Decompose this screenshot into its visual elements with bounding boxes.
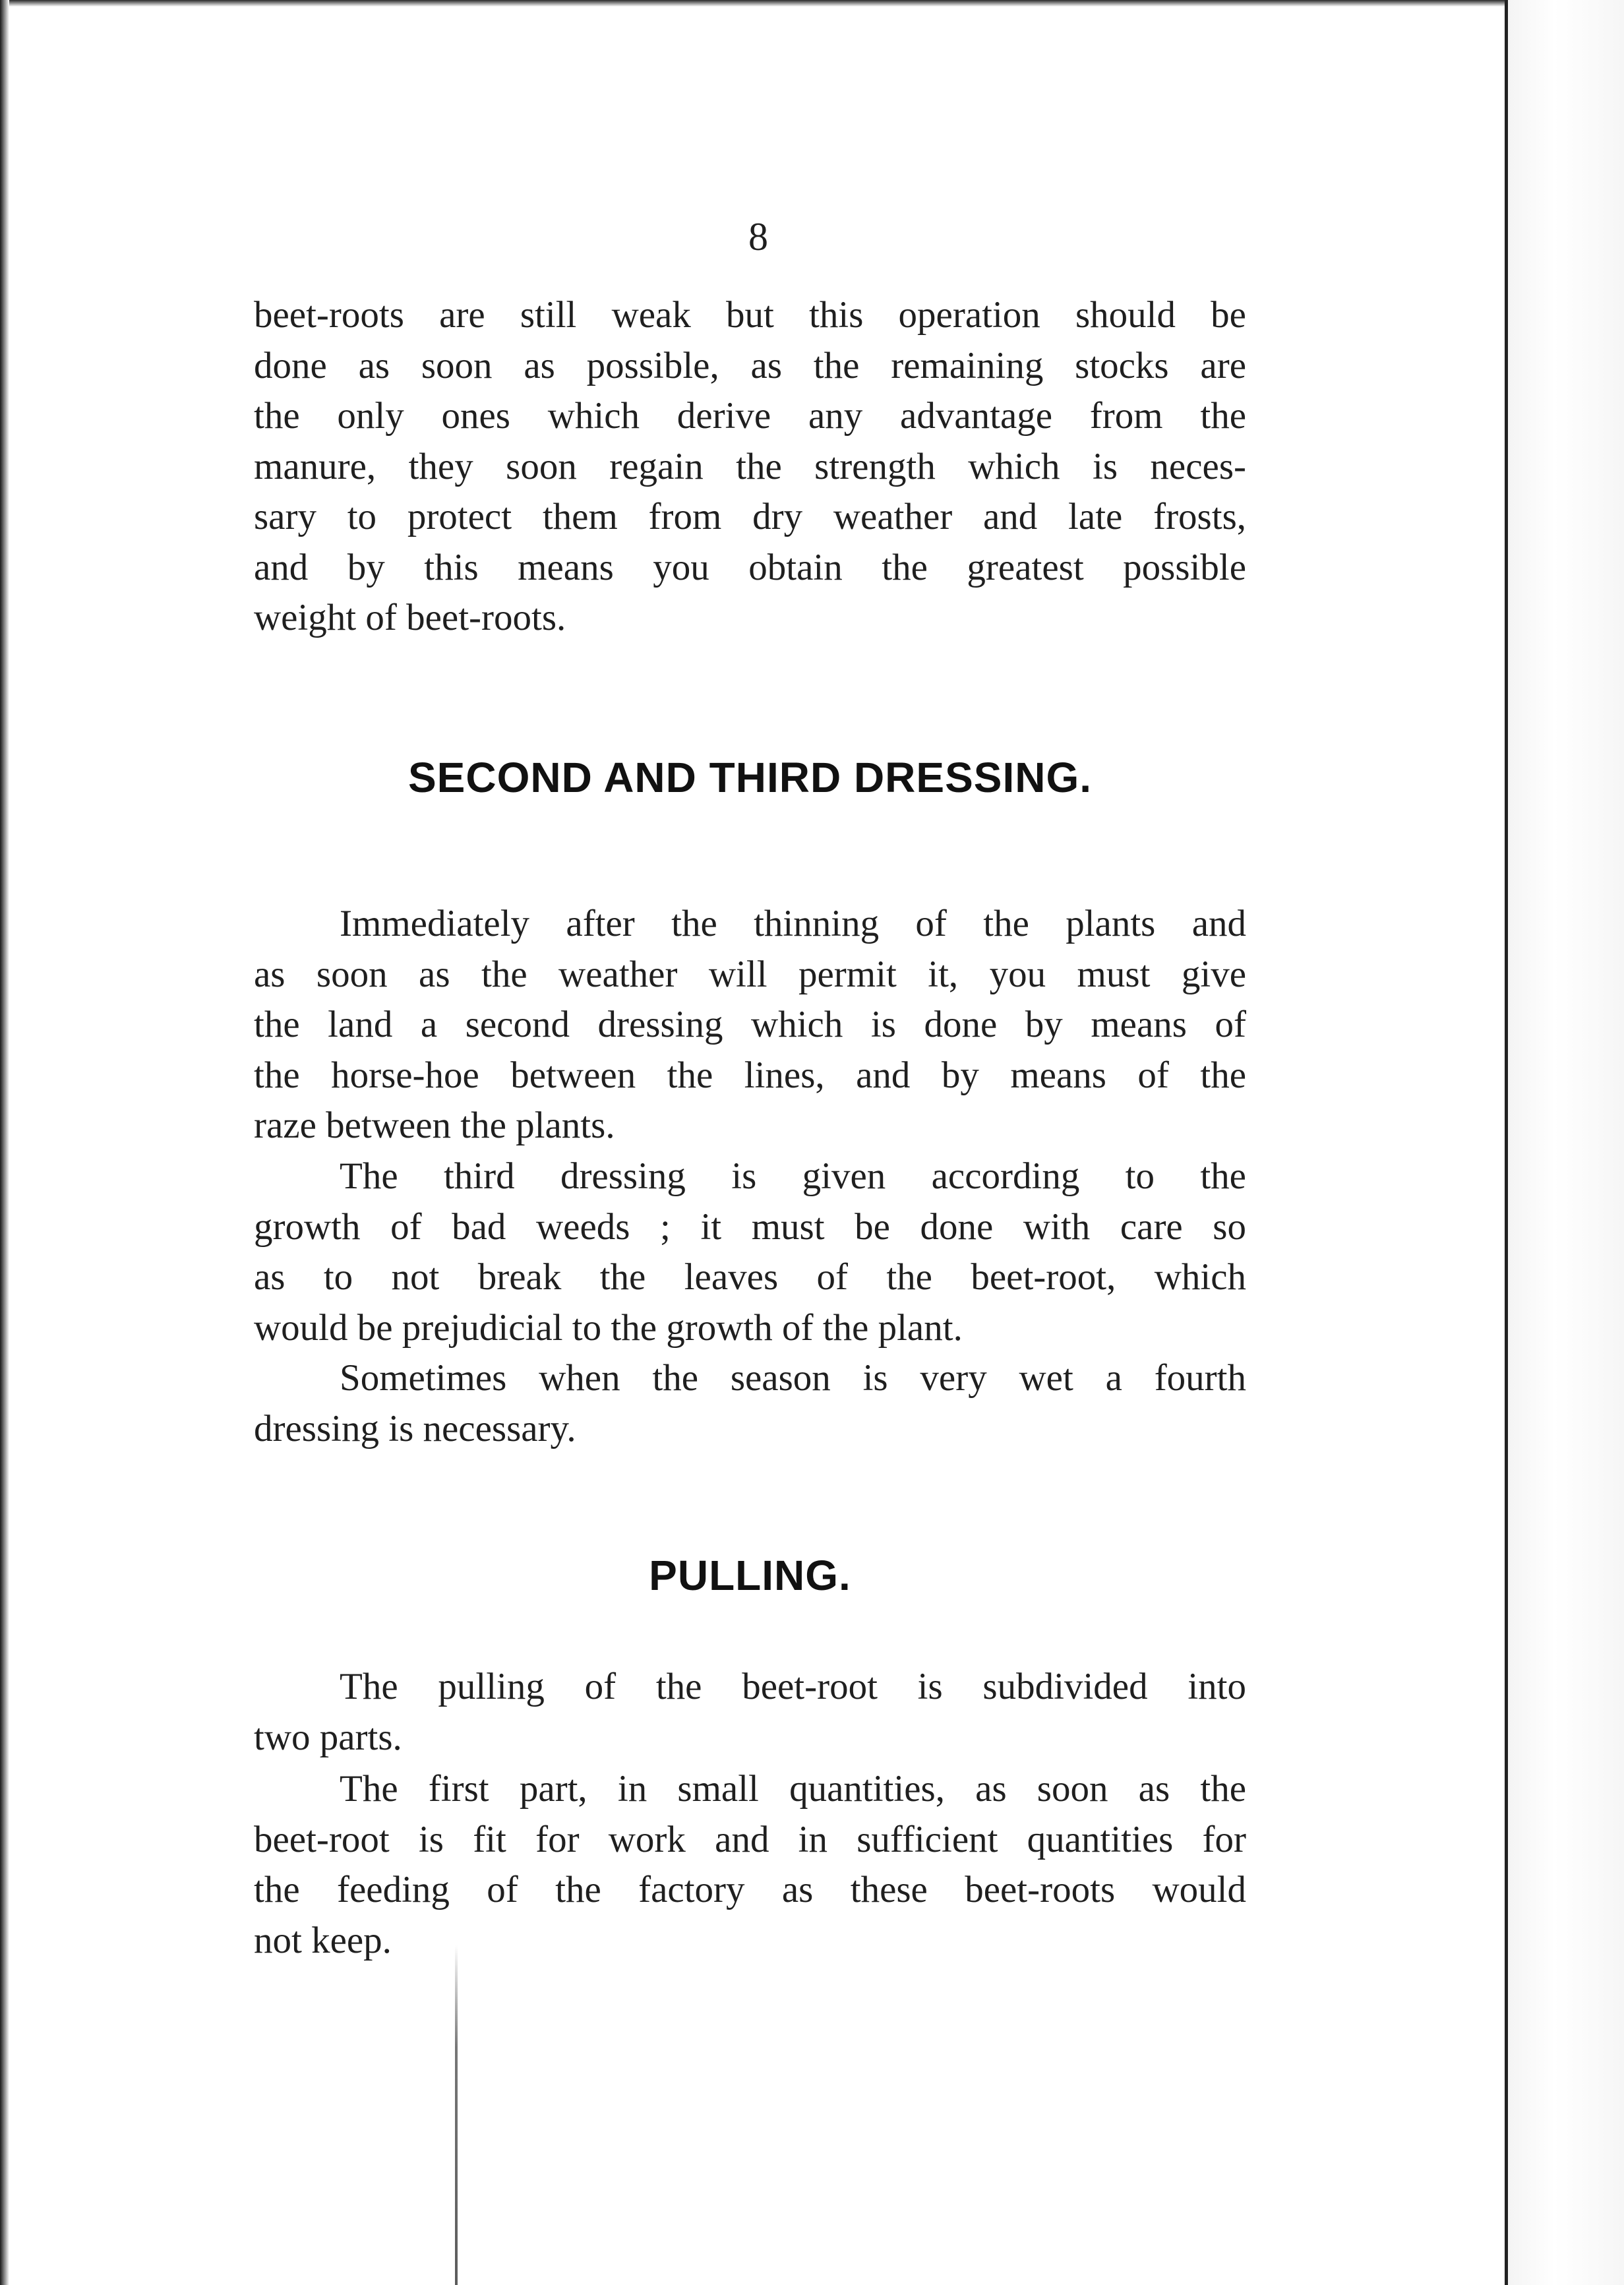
text-line: done as soon as possible, as the remaining stocks are bbox=[254, 344, 1246, 386]
text-line: and by this means you obtain the greatest possible bbox=[254, 546, 1246, 588]
text-line: the feeding of the factory as these beet-roots would bbox=[254, 1869, 1246, 1910]
paragraph-pulling-parts bbox=[254, 1662, 1246, 1763]
text-line: would be prejudicial to the growth of the plant. bbox=[254, 1306, 963, 1349]
text-line: the only ones which derive any advantage from the bbox=[254, 395, 1246, 437]
text-line: raze between the plants. bbox=[254, 1105, 615, 1146]
text-line: The pulling of the beet-root is subdivided into bbox=[340, 1666, 1246, 1707]
section-heading-pulling: PULLING. bbox=[649, 1552, 851, 1599]
text-line: The first part, in small quantities, as soon as the bbox=[340, 1768, 1246, 1810]
text-line: growth of bad weeds ; it must be done with care so bbox=[254, 1205, 1246, 1248]
text-line: weight of beet-roots. bbox=[254, 597, 566, 638]
text-line: dressing is necessary. bbox=[254, 1407, 576, 1449]
section-heading-second-third-dressing: SECOND AND THIRD DRESSING. bbox=[407, 754, 1093, 801]
paragraph-third-dressing bbox=[254, 1151, 1246, 1353]
text-line: beet-roots are still weak but this operation should be bbox=[254, 294, 1246, 336]
paragraph-second-dressing bbox=[254, 899, 1246, 1151]
paragraph-first-part bbox=[254, 1764, 1246, 1966]
text-line: sary to protect them from dry weather and late frosts, bbox=[254, 496, 1246, 537]
scan-top-edge bbox=[0, 0, 1624, 7]
page-number: 8 bbox=[748, 215, 768, 259]
text-line: as soon as the weather will permit it, you must give bbox=[254, 953, 1246, 995]
text-line: the horse-hoe between the lines, and by means of the bbox=[254, 1054, 1246, 1096]
page-fold-line bbox=[1505, 0, 1508, 2285]
text-line: Sometimes when the season is very wet a fourth bbox=[340, 1357, 1246, 1399]
text-line: not keep. bbox=[254, 1919, 392, 1961]
text-line: Immediately after the thinning of the plants and bbox=[340, 903, 1246, 944]
text-line: two parts. bbox=[254, 1716, 402, 1758]
scan-left-edge bbox=[0, 0, 9, 2285]
text-line: as to not break the leaves of the beet-root, which bbox=[254, 1256, 1246, 1298]
paragraph-fourth-dressing bbox=[254, 1353, 1246, 1454]
text-line: The third dressing is given according to the bbox=[340, 1155, 1246, 1197]
paper-crease bbox=[455, 1945, 458, 2285]
paragraph-weak-beetroots bbox=[254, 290, 1246, 644]
scan-right-shade bbox=[1508, 0, 1624, 2285]
text-line: beet-root is fit for work and in sufficient quantities for bbox=[254, 1818, 1246, 1860]
text-line: the land a second dressing which is done by means of bbox=[254, 1004, 1246, 1045]
text-line: manure, they soon regain the strength which is neces- bbox=[254, 445, 1246, 487]
